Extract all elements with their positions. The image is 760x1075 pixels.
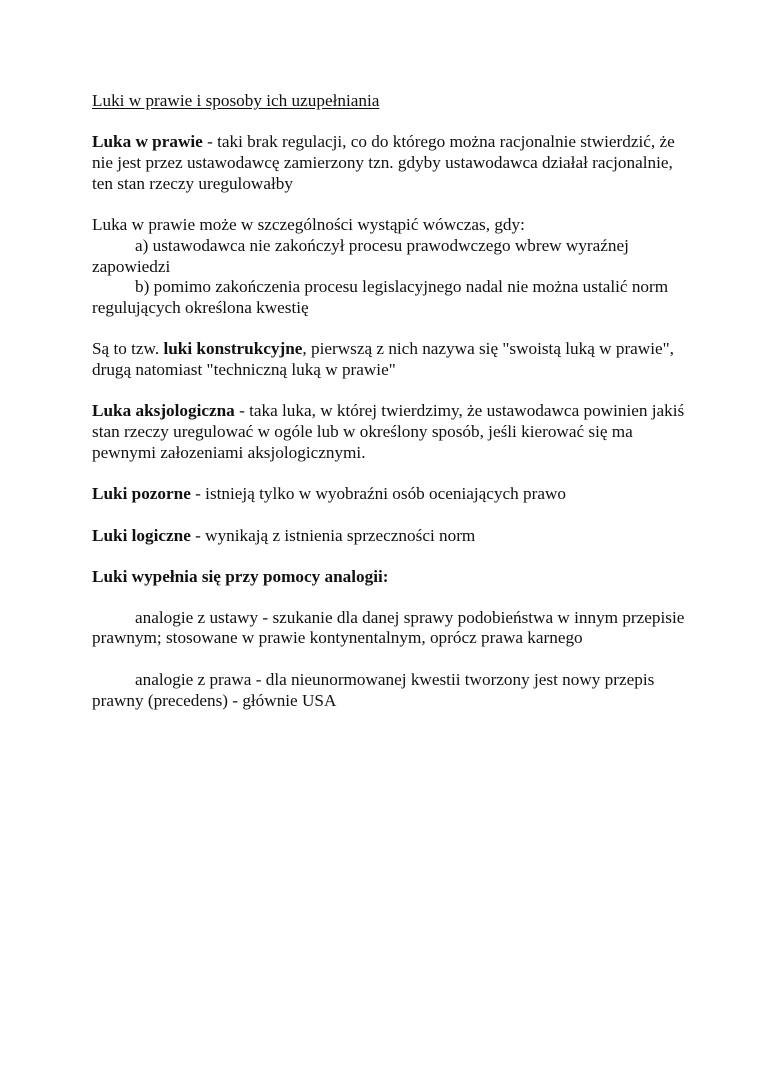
document-title: Luki w prawie i sposoby ich uzupełniania xyxy=(92,91,380,110)
term-luki-logiczne: Luki logiczne xyxy=(92,525,191,545)
term-luki-pozorne: Luki pozorne xyxy=(92,484,191,504)
constructive-gaps xyxy=(92,339,692,380)
analogy-law: analogie z prawa - dla nieunormowanej kwestii tworzony jest nowy przepis prawny (precedens) - głównie USA xyxy=(92,669,655,710)
definition-luka-w-prawie xyxy=(92,132,692,194)
axiological-text: - taka luka, w której twierdzimy, że ustawodawca powinien jakiś stan rzeczy uregulować w ogóle lub w określony sposób, jeśli kierować się ma pewnymi załozeniami aksjologicznymi. xyxy=(92,401,685,462)
occurrence-point-a: a) ustawodawca nie zakończył procesu prawodwczego wbrew wyraźnej zapowiedzi xyxy=(92,235,629,276)
filling-heading xyxy=(92,567,692,588)
apparent-gaps xyxy=(92,484,692,505)
term-luka-aksjologiczna: Luka aksjologiczna xyxy=(92,401,235,421)
constructive-after: , pierwszą z nich nazywa się "swoistą luką w prawie", drugą natomiast "techniczną luką w prawie" xyxy=(92,339,674,380)
term-luki-konstrukcyjne: luki konstrukcyjne xyxy=(163,339,303,359)
definition-luka-text: - taki brak regulacji, co do którego można racjonalnie stwierdzić, że nie jest przez ustawodawcę zamierzony tzn. gdyby ustawodawca działał racjonalnie, ten stan rzeczy uregulowałby xyxy=(92,132,675,193)
axiological-gap xyxy=(92,401,692,463)
document-page xyxy=(92,91,692,732)
occurrence-section xyxy=(92,215,692,319)
term-luka-w-prawie: Luka w prawie xyxy=(92,132,203,152)
constructive-before: Są to tzw. xyxy=(92,339,164,359)
filling-heading-text: Luki wypełnia się przy pomocy analogii: xyxy=(92,567,389,587)
logical-gaps xyxy=(92,526,692,547)
apparent-text: - istnieją tylko w wyobraźni osób oceniających prawo xyxy=(190,484,567,504)
logical-text: - wynikają z istnienia sprzeczności norm xyxy=(190,525,476,545)
analogy-statute: analogie z ustawy - szukanie dla danej sprawy podobieństwa w innym przepisie prawnym; stosowane w prawie kontynentalnym, oprócz prawa karnego xyxy=(92,607,685,648)
occurrence-point-b: b) pomimo zakończenia procesu legislacyjnego nadal nie można ustalić norm regulujących określona kwestię xyxy=(92,277,669,317)
occurrence-intro: Luka w prawie może w szczególności wystąpić wówczas, gdy: xyxy=(92,215,525,235)
